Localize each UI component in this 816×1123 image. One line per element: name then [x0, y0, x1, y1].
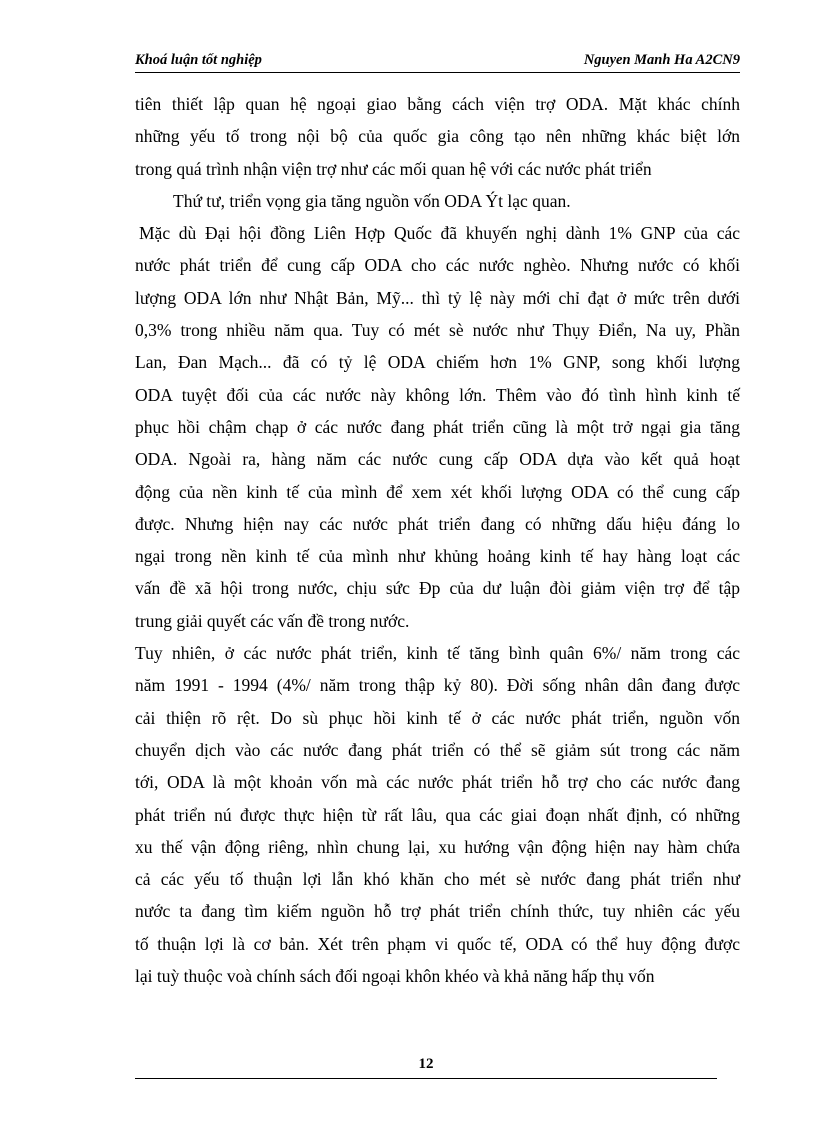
text-line: ngại trong nền kinh tế của mình như khủng hoảng kinh tế hay hàng loạt các	[135, 546, 740, 567]
text-line: những yếu tố trong nội bộ của quốc gia công tạo nên những khác biệt lớn	[135, 126, 740, 147]
text-line: nước phát triển để cung cấp ODA cho các nước nghèo. Nhưng nước có khối	[135, 255, 740, 276]
text-line: nước ta đang tìm kiếm nguồn hỗ trợ phát triển chính thức, tuy nhiên các yếu	[135, 901, 740, 922]
body-text	[135, 88, 740, 992]
text-line: lại tuỳ thuộc voà chính sách đối ngoại khôn khéo và khả năng hấp thụ vốn	[135, 966, 655, 987]
text-line: cải thiện rõ rệt. Do sù phục hồi kinh tế ở các nước phát triển, nguồn vốn	[135, 707, 740, 728]
text-line: ODA. Ngoài ra, hàng năm các nước cung cấp ODA dựa vào kết quả hoạt	[135, 449, 740, 470]
text-line: ODA tuyệt đối của các nước này không lớn. Thêm vào đó tình hình kinh tế	[135, 384, 740, 405]
header-author: Nguyen Manh Ha A2CN9	[583, 52, 740, 68]
text-line: phát triển nú được thực hiện từ rất lâu, qua các giai đoạn nhất định, có những	[135, 804, 740, 825]
header-title: Khoá luận tốt nghiệp	[135, 52, 262, 68]
text-line: Mặc dù Đại hội đồng Liên Hợp Quốc đã khuyến nghị dành 1% GNP của các	[139, 223, 740, 244]
text-line: động của nền kinh tế của mình để xem xét khối lượng ODA có thể cung cấp	[135, 481, 740, 502]
text-line: Thứ tư, triển vọng gia tăng nguồn vốn ODA Ýt lạc quan.	[173, 190, 571, 211]
page-number: 12	[418, 1056, 434, 1072]
text-line: tới, ODA là một khoản vốn mà các nước phát triển hỗ trợ cho các nước đang	[135, 772, 740, 793]
text-line: chuyển dịch vào các nước đang phát triển có thể sẽ giảm sút trong các năm	[135, 739, 740, 760]
text-line: năm 1991 - 1994 (4%/ năm trong thập kỷ 80). Đời sống nhân dân đang được	[135, 675, 740, 696]
text-line: được. Nhưng hiện nay các nước phát triển đang có những dấu hiệu đáng lo	[135, 513, 740, 534]
text-line: phục hồi chậm chạp ở các nước đang phát triển cũng là một trở ngại gia tăng	[135, 416, 740, 437]
page-footer	[135, 1056, 717, 1079]
text-line: lượng ODA lớn như Nhật Bản, Mỹ... thì tỷ lệ này mới chỉ đạt ở mức trên dưới	[135, 287, 740, 308]
text-line: trung giải quyết các vấn đề trong nước.	[135, 610, 410, 631]
text-line: Tuy nhiên, ở các nước phát triển, kinh tế tăng bình quân 6%/ năm trong các	[135, 643, 740, 664]
text-line: vấn đề xã hội trong nước, chịu sức Ðp của dư luận đòi giảm viện trợ để tập	[135, 578, 740, 599]
text-line: tố thuận lợi là cơ bản. Xét trên phạm vi quốc tế, ODA có thể huy động được	[135, 933, 740, 954]
text-line: 0,3% trong nhiều năm qua. Tuy có mét sè nước như Thụy Điển, Na uy, Phần	[135, 320, 740, 341]
text-line: Lan, Đan Mạch... đã có tỷ lệ ODA chiếm hơn 1% GNP, song khối lượng	[135, 352, 740, 373]
text-line: cả các yếu tố thuận lợi lẫn khó khăn cho mét sè nước đang phát triển như	[135, 869, 740, 890]
text-line: tiên thiết lập quan hệ ngoại giao bằng cách viện trợ ODA. Mặt khác chính	[135, 94, 740, 114]
text-line: xu thế vận động riêng, nhìn chung lại, xu hướng vận động hiện nay hàm chứa	[135, 836, 740, 857]
text-line: trong quá trình nhận viện trợ như các mối quan hệ với các nước phát triển	[135, 158, 652, 179]
page-header	[135, 50, 740, 73]
